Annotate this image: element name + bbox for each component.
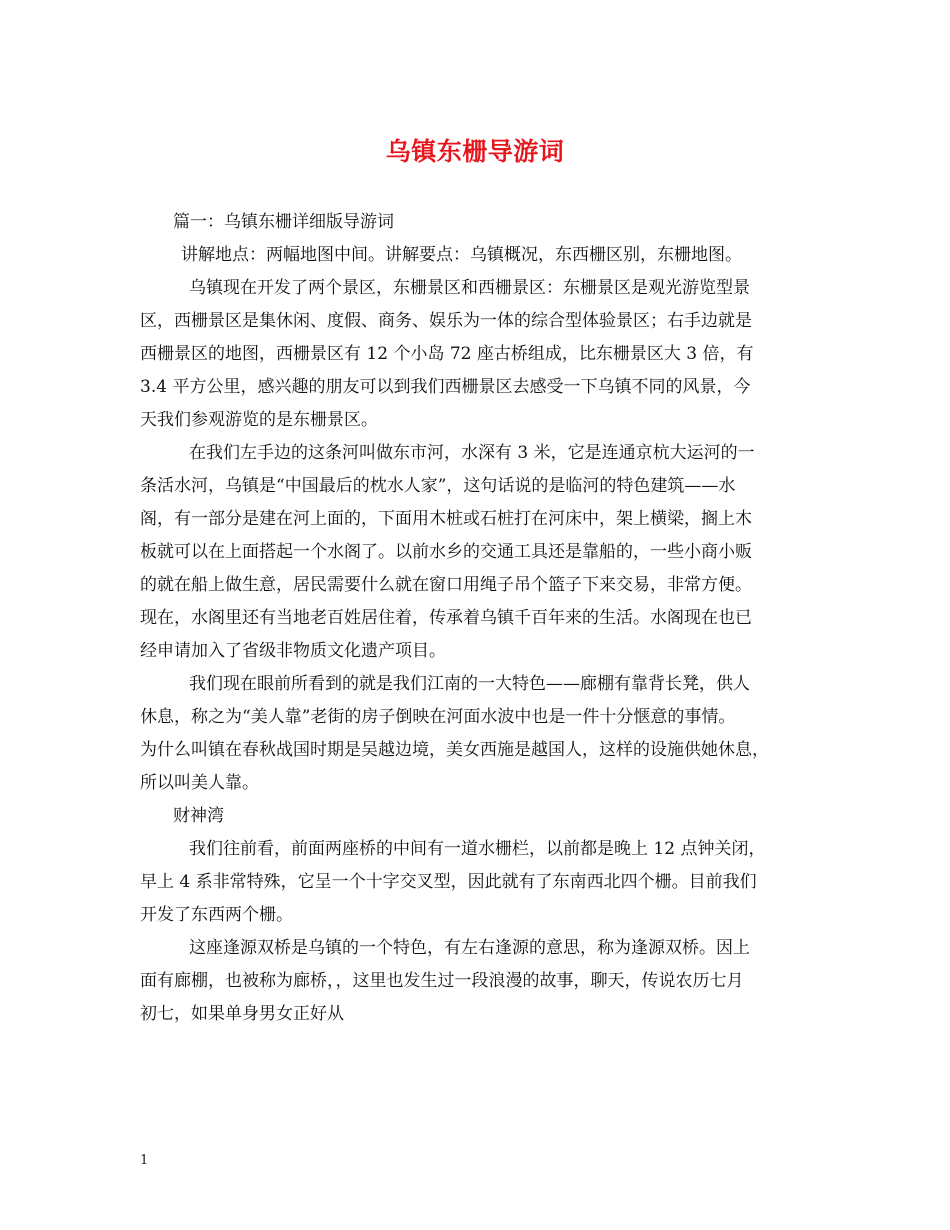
paragraph-line: 板就可以在上面搭起一个水阁了。以前水乡的交通工具还是靠船的，一些小商小贩	[140, 542, 752, 562]
paragraph-line: 面有廊棚，也被称为廊桥，，这里也发生过一段浪漫的故事，聊天，传说农历七月	[140, 971, 744, 991]
paragraph-line: 为什么叫镇在春秋战国时期是吴越边境，美女西施是越国人，这样的设施供她休息，	[140, 740, 769, 760]
page-number: 1	[140, 1153, 149, 1168]
paragraph-line: 西栅景区的地图，西栅景区有 12 个小岛 72 座古桥组成，比东栅景区大 3 倍，有	[140, 344, 754, 364]
paragraph-line: 现在，水阁里还有当地老百姓居住着，传承着乌镇千百年来的生活。水阁现在也已	[140, 608, 752, 628]
paragraph-line: 所以叫美人靠。	[140, 773, 259, 793]
paragraph-line: 天我们参观游览的是东栅景区。	[140, 410, 378, 430]
paragraph-line: 这座逢源双桥是乌镇的一个特色，有左右逢源的意思，称为逢源双桥。因上	[189, 938, 750, 958]
paragraph-line: 乌镇现在开发了两个景区，东栅景区和西栅景区：东栅景区是观光游览型景	[189, 278, 750, 298]
paragraph-line: 条活水河，乌镇是“中国最后的枕水人家”，这句话说的是临河的特色建筑——水	[140, 476, 736, 496]
paragraph-line: 3.4 平方公里，感兴趣的朋友可以到我们西栅景区去感受一下乌镇不同的风景，今	[140, 377, 751, 397]
document-title: 乌镇东栅导游词	[385, 137, 565, 166]
paragraph-line: 我们往前看，前面两座桥的中间有一道水栅栏，以前都是晚上 12 点钟关闭，	[189, 839, 766, 859]
paragraph-line: 开发了东西两个栅。	[140, 905, 293, 925]
paragraph-line: 休息，称之为“美人靠”老街的房子倒映在河面水波中也是一件十分惬意的事情。	[140, 707, 736, 727]
paragraph-line: 在我们左手边的这条河叫做东市河，水深有 3 米，它是连通京杭大运河的一	[189, 443, 755, 463]
paragraph-line: 经申请加入了省级非物质文化遗产项目。	[140, 641, 446, 661]
section-heading: 篇一：乌镇东栅详细版导游词	[173, 212, 394, 232]
paragraph-line: 初七，如果单身男女正好从	[140, 1004, 344, 1024]
paragraph-line: 讲解地点：两幅地图中间。讲解要点：乌镇概况，东西栅区别，东栅地图。	[181, 245, 742, 265]
paragraph-line: 阁，有一部分是建在河上面的，下面用木桩或石桩打在河床中，架上横梁，搁上木	[140, 509, 752, 529]
paragraph-line: 的就在船上做生意，居民需要什么就在窗口用绳子吊个篮子下来交易，非常方便。	[140, 575, 752, 595]
paragraph-line: 早上 4 系非常特殊，它呈一个十字交叉型，因此就有了东南西北四个栅。目前我们	[140, 872, 757, 892]
paragraph-line: 区，西栅景区是集休闲、度假、商务、娱乐为一体的综合型体验景区；右手边就是	[140, 311, 752, 331]
paragraph-line: 我们现在眼前所看到的就是我们江南的一大特色——廊棚有靠背长凳，供人	[189, 674, 750, 694]
subheading-caishenwan: 财神湾	[173, 806, 224, 826]
